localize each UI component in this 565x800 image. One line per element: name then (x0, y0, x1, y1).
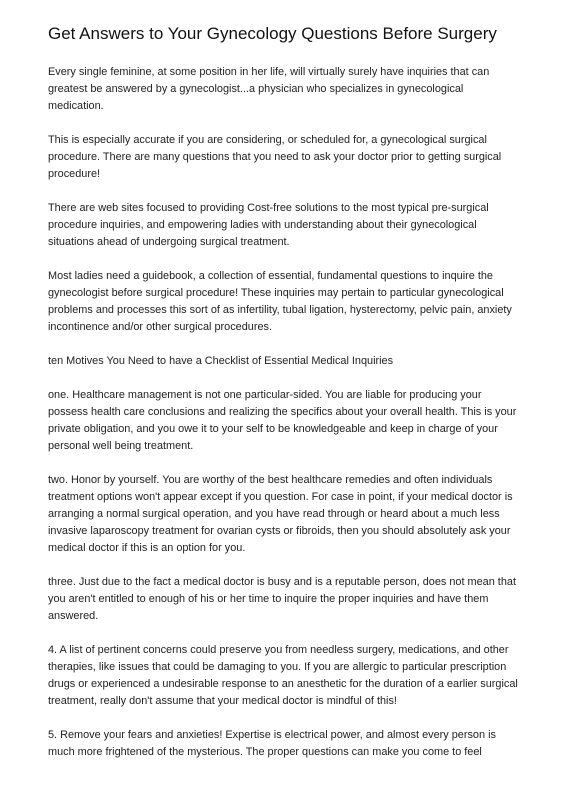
page-title: Get Answers to Your Gynecology Questions Before Surgery (48, 24, 497, 43)
paragraph: Every single feminine, at some position in her life, will virtually surely have inquiries that can greatest be answered by a gynecologist...a physician who specializes in gynecological medication. (48, 66, 490, 112)
section-heading: ten Motives You Need to have a Checklist of Essential Medical Inquiries (48, 355, 394, 367)
paragraph: one. Healthcare management is not one particular-sided. You are liable for producing your possess health care conclusions and realizing the specifics about your overall health. This is your private obligation, and you owe it to your self to be knowledgeable and keep in charge of your personal well being treatment. (48, 389, 517, 452)
paragraph: This is especially accurate if you are considering, or scheduled for, a gynecological surgical procedure. There are many questions that you need to ask your doctor prior to getting surgical procedure! (48, 134, 502, 180)
paragraph: three. Just due to the fact a medical doctor is busy and is a reputable person, does not mean that you aren't entitled to enough of his or her time to inquire the proper inquiries and have them answered. (48, 576, 516, 622)
paragraph: 4. A list of pertinent concerns could preserve you from needless surgery, medications, and other therapies, like issues that could be damaging to you. If you are allergic to particular prescription drugs or experienced a undesirable response to an anesthetic for the duration of a earlier surgical treatment, really don't assume that your medical doctor is mindful of this! (48, 644, 518, 707)
paragraph: 5. Remove your fears and anxieties! Expertise is electrical power, and almost every person is much more frightened of the mysterious. The proper questions can make you come to feel (48, 729, 496, 758)
paragraph: There are web sites focused to providing Cost-free solutions to the most typical pre-surgical procedure inquiries, and empowering ladies with understanding about their gynecological situations ahead of undergoing surgical treatment. (48, 202, 489, 248)
paragraph: Most ladies need a guidebook, a collection of essential, fundamental questions to inquire the gynecologist before surgical procedure! These inquiries may pertain to particular gynecological problems and processes this sort of as infertility, tubal ligation, hysterectomy, pelvic pain, anxiety incontinence and/or other surgical procedures. (48, 270, 512, 333)
paragraph: two. Honor by yourself. You are worthy of the best healthcare remedies and often individuals treatment options won't appear except if you question. For case in point, if your medical doctor is arranging a normal surgical operation, and you have read through or heard about a much less invasive laparoscopy treatment for ovarian cysts or fibroids, then you should absolutely ask your medical doctor if this is an option for you. (48, 474, 513, 554)
article-body (48, 64, 520, 778)
